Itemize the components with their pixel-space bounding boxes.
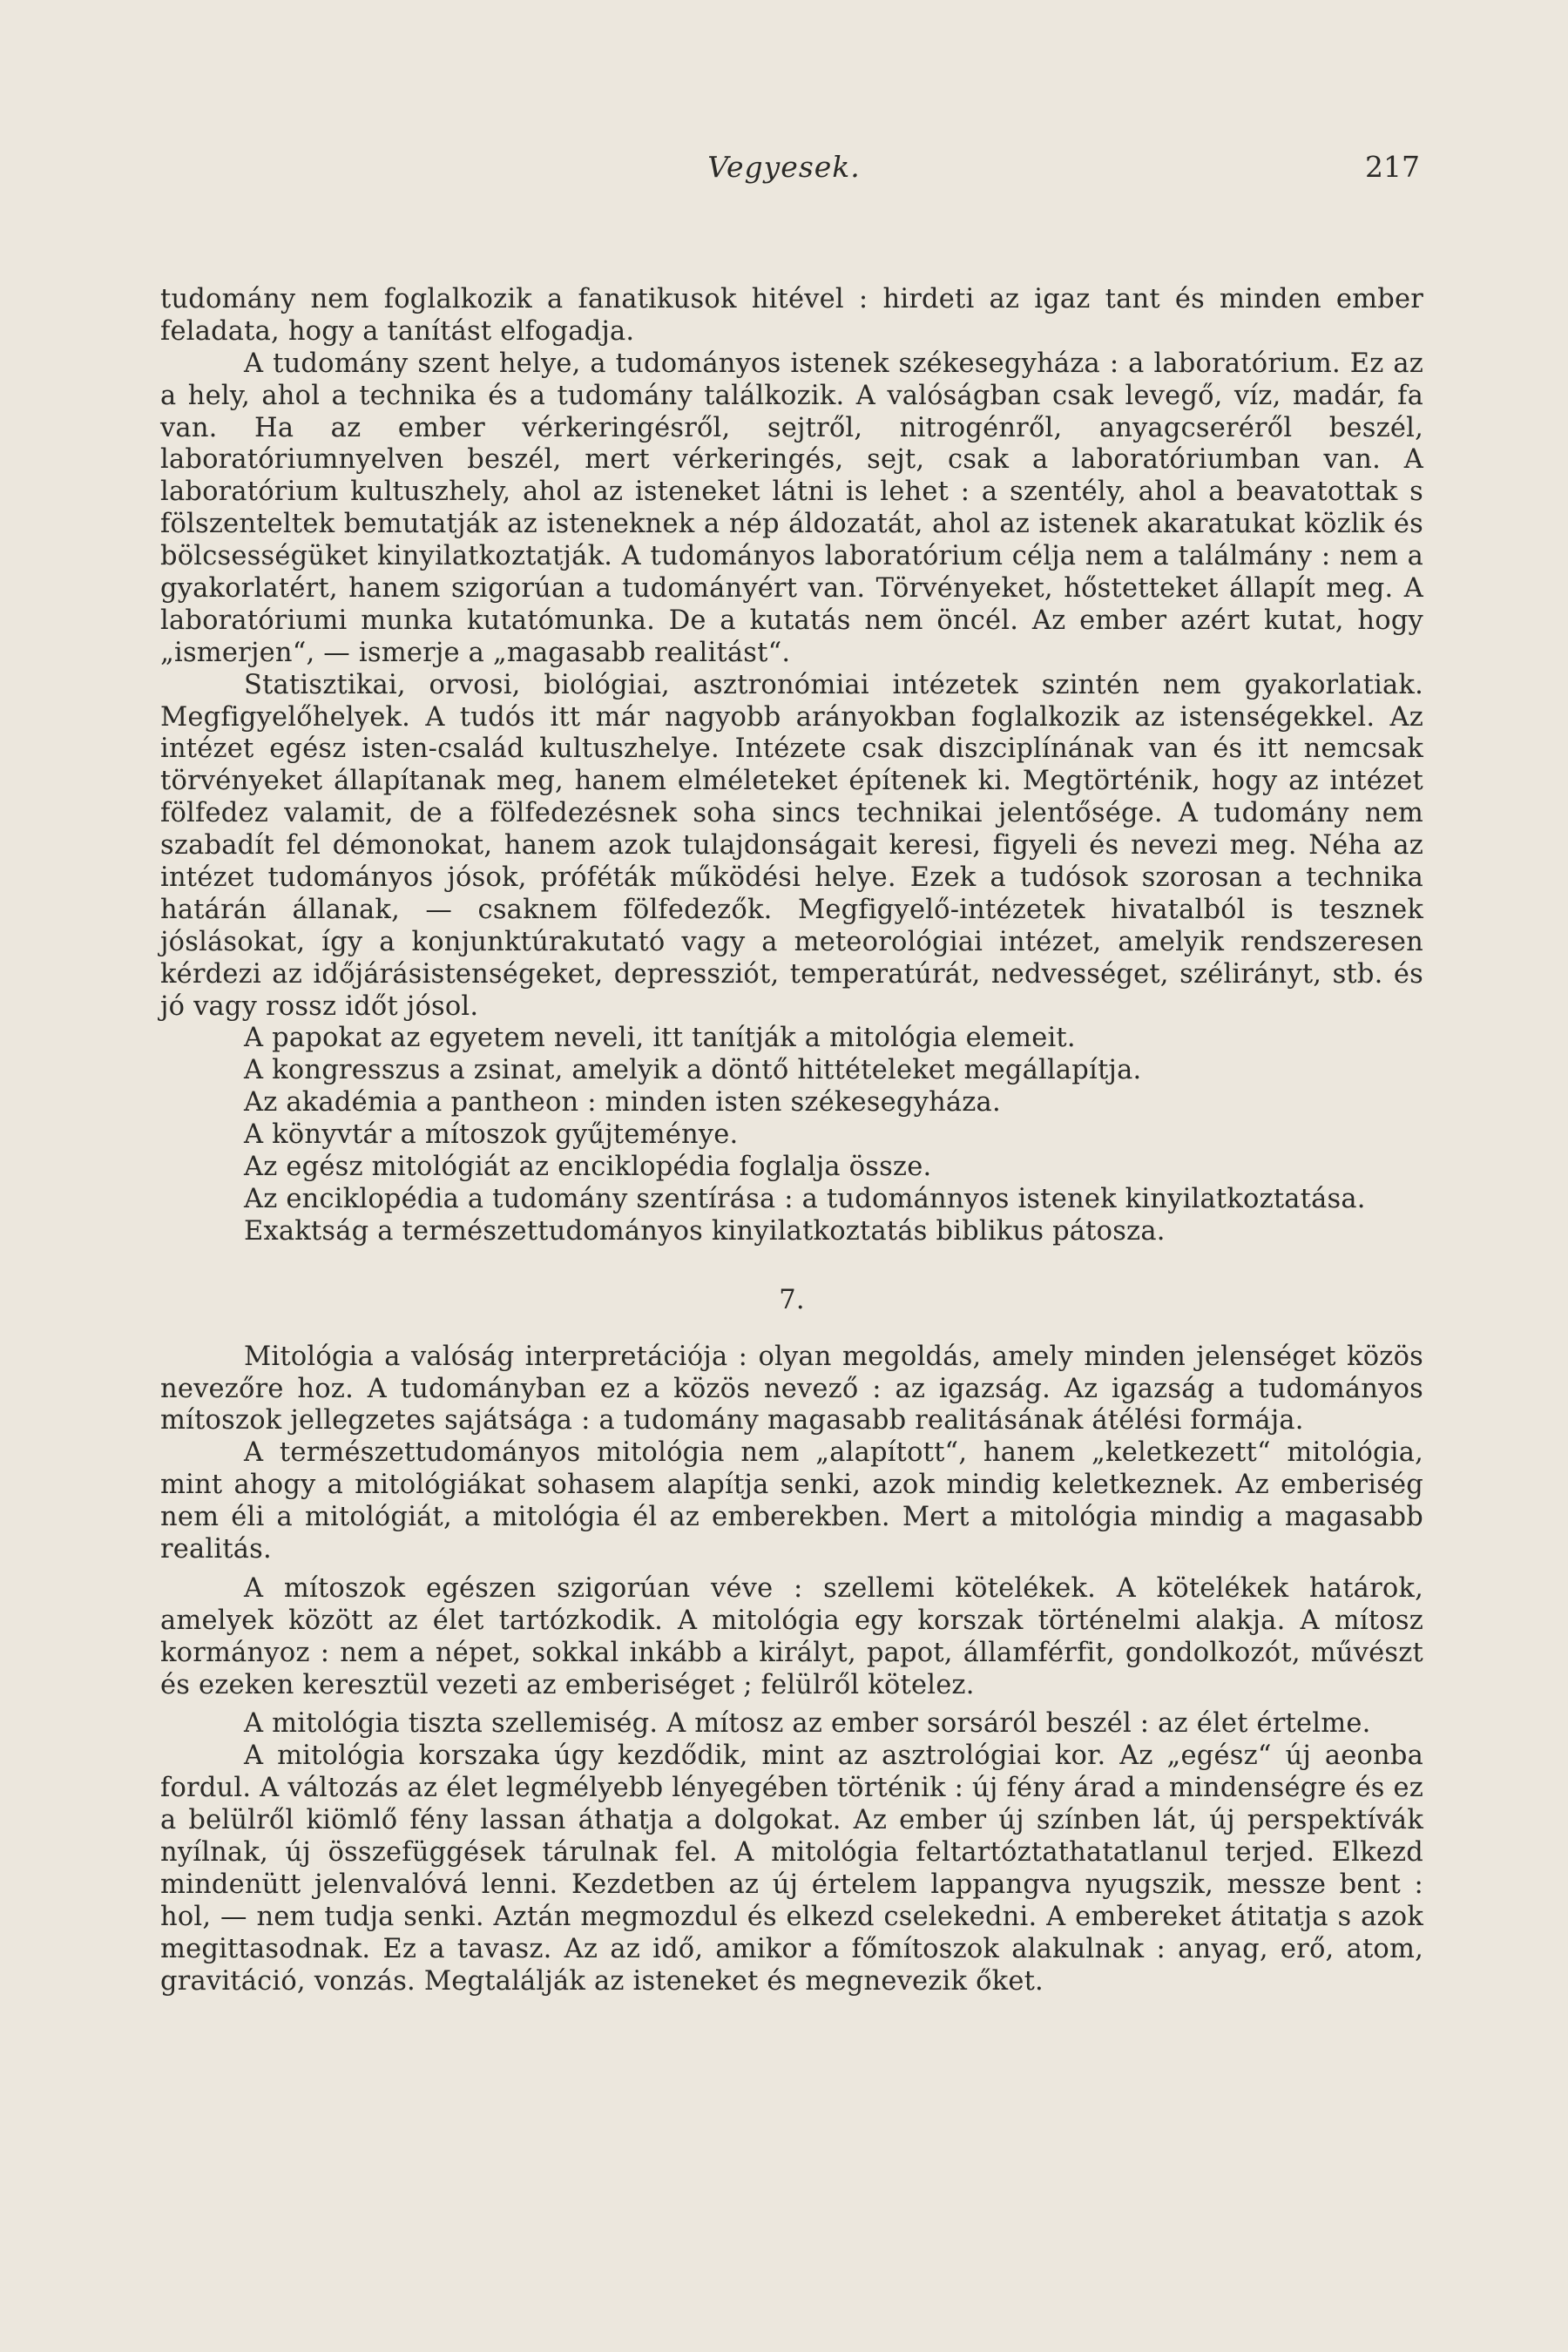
paragraph: A könyvtár a mítoszok gyűjteménye. [244,1119,739,1151]
page-number: 217 [1365,150,1420,184]
paragraph: A papokat az egyetem neveli, itt tanítják a mitológia elemeit. [244,1023,1076,1054]
running-title: Vegyesek. [707,150,861,184]
body-text [160,284,1423,1997]
paragraph: A mitológia tiszta szellemiség. A mítosz az ember sorsáról beszél : az élet értelme. [244,1708,1371,1740]
paragraph: tudomány nem foglalkozik a fanatikusok hitével : hirdeti az igaz tant és minden ember feladata, hogy a tanítást elfogadja. [160,284,1423,347]
paragraph: A természettudományos mitológia nem „alapított“, hanem „keletkezett“ mitológia, mint ahogy a mitológiákat sohasem alapítja senki, azok mindig keletkeznek. Az emberiség nem éli a mitológiát, a mitológia él az emberekben. Mert a mitológia mindig a magasabb realitás. [160,1437,1423,1565]
paragraph: Az egész mitológiát az enciklopédia foglalja össze. [244,1152,932,1183]
paragraph: Az enciklopédia a tudomány szentírása : a tudománnyos istenek kinyilatkoztatása. [244,1183,1366,1214]
paragraph: A kongresszus a zsinat, amelyik a döntő hittételeket megállapítja. [244,1055,1142,1086]
section-number: 7. [779,1284,805,1315]
paragraph: Mitológia a valóság interpretációja : olyan megoldás, amely minden jelenséget közös nevezőre hoz. A tudományban ez a közös nevező : az igazság. Az igazság a tudományos mítoszok jellegzetes sajátsága : a tudomány magasabb realitásának átélési formája. [160,1341,1423,1436]
paragraph: Exaktság a természettudományos kinyilatkoztatás biblikus pátosza. [244,1215,1166,1247]
paragraph: A tudomány szent helye, a tudományos istenek székesegyháza : a laboratórium. Ez az a hely, ahol a technika és a tudomány találkozik. A valóságban csak levegő, víz, madár, fa van. Ha az ember vérkeringésről, sejtről, nitrogénről, anyagcseréről beszél, laboratóriumnyelven beszél, mert vérkeringés, sejt, csak a laboratóriumban van. A laboratórium kultuszhely, ahol az isteneket látni is lehet : a szentély, ahol a beavatottak s fölszenteltek bemutatják az isteneknek a nép áldozatát, ahol az istenek akaratukat közlik és bölcsességüket kinyilatkoztatják. A tudományos laboratórium célja nem a találmány : nem a gyakorlatért, hanem szigorúan a tudományért van. Törvényeket, hőstetteket állapít meg. A laboratóriumi munka kutatómunka. De a kutatás nem öncél. Az ember azért kutat, hogy „ismerjen“, — ismerje a „magasabb realitást“. [160,348,1423,668]
paragraph: Az akadémia a pantheon : minden isten székesegyháza. [244,1087,1001,1119]
paragraph: A mitológia korszaka úgy kezdődik, mint az asztrológiai kor. Az „egész“ új aeonba fordul. A változás az élet legmélyebb lényegében történik : új fény árad a mindenségre és ez a belülről kiömlő fény lassan áthatja a dolgokat. Az ember új színben lát, új perspektívák nyílnak, új összefüggések tárulnak fel. A mitológia feltartóztathatatlanul terjed. Elkezd mindenütt jelenvalóvá lenni. Kezdetben az új értelem lappangva nyugszik, messze bent : hol, — nem tudja senki. Aztán megmozdul és elkezd cselekedni. A embereket átitatja s azok megittasodnak. Ez a tavasz. Az az idő, amikor a főmítoszok alakulnak : anyag, erő, atom, gravitáció, vonzás. Megtalálják az isteneket és megnevezik őket. [160,1740,1423,1997]
paragraph: Statisztikai, orvosi, biológiai, asztronómiai intézetek szintén nem gyakorlatiak. Megfigyelőhelyek. A tudós itt már nagyobb arányokban foglalkozik az istenségekkel. Az intézet egész isten-család kultuszhelye. Intézete csak diszciplínának van és itt nemcsak törvényeket állapítanak meg, hanem elméleteket építenek ki. Megtörténik, hogy az intézet fölfedez valamit, de a fölfedezésnek soha sincs technikai jelentősége. A tudomány nem szabadít fel démonokat, hanem azok tulajdonságait keresi, figyeli és nevezi meg. Néha az intézet tudományos jósok, próféták működési helye. Ezek a tudósok szorosan a technika határán állanak, — csaknem fölfedezők. Megfigyelő-intézetek hivatalból is tesznek jóslásokat, így a konjunktúrakutató vagy a meteorológiai intézet, amelyik rendszeresen kérdezi az időjárásistenségeket, depressziót, temperatúrát, nedvességet, szélirányt, stb. és jó vagy rossz időt jósol. [160,669,1423,1022]
paragraph: A mítoszok egészen szigorúan véve : szellemi kötelékek. A kötelékek határok, amelyek között az élet tartózkodik. A mitológia egy korszak történelmi alakja. A mítosz kormányoz : nem a népet, sokkal inkább a királyt, papot, államférfit, gondolkozót, művészt és ezeken keresztül vezeti az emberiséget ; felülről kötelez. [160,1572,1423,1700]
running-head [0,150,1568,199]
